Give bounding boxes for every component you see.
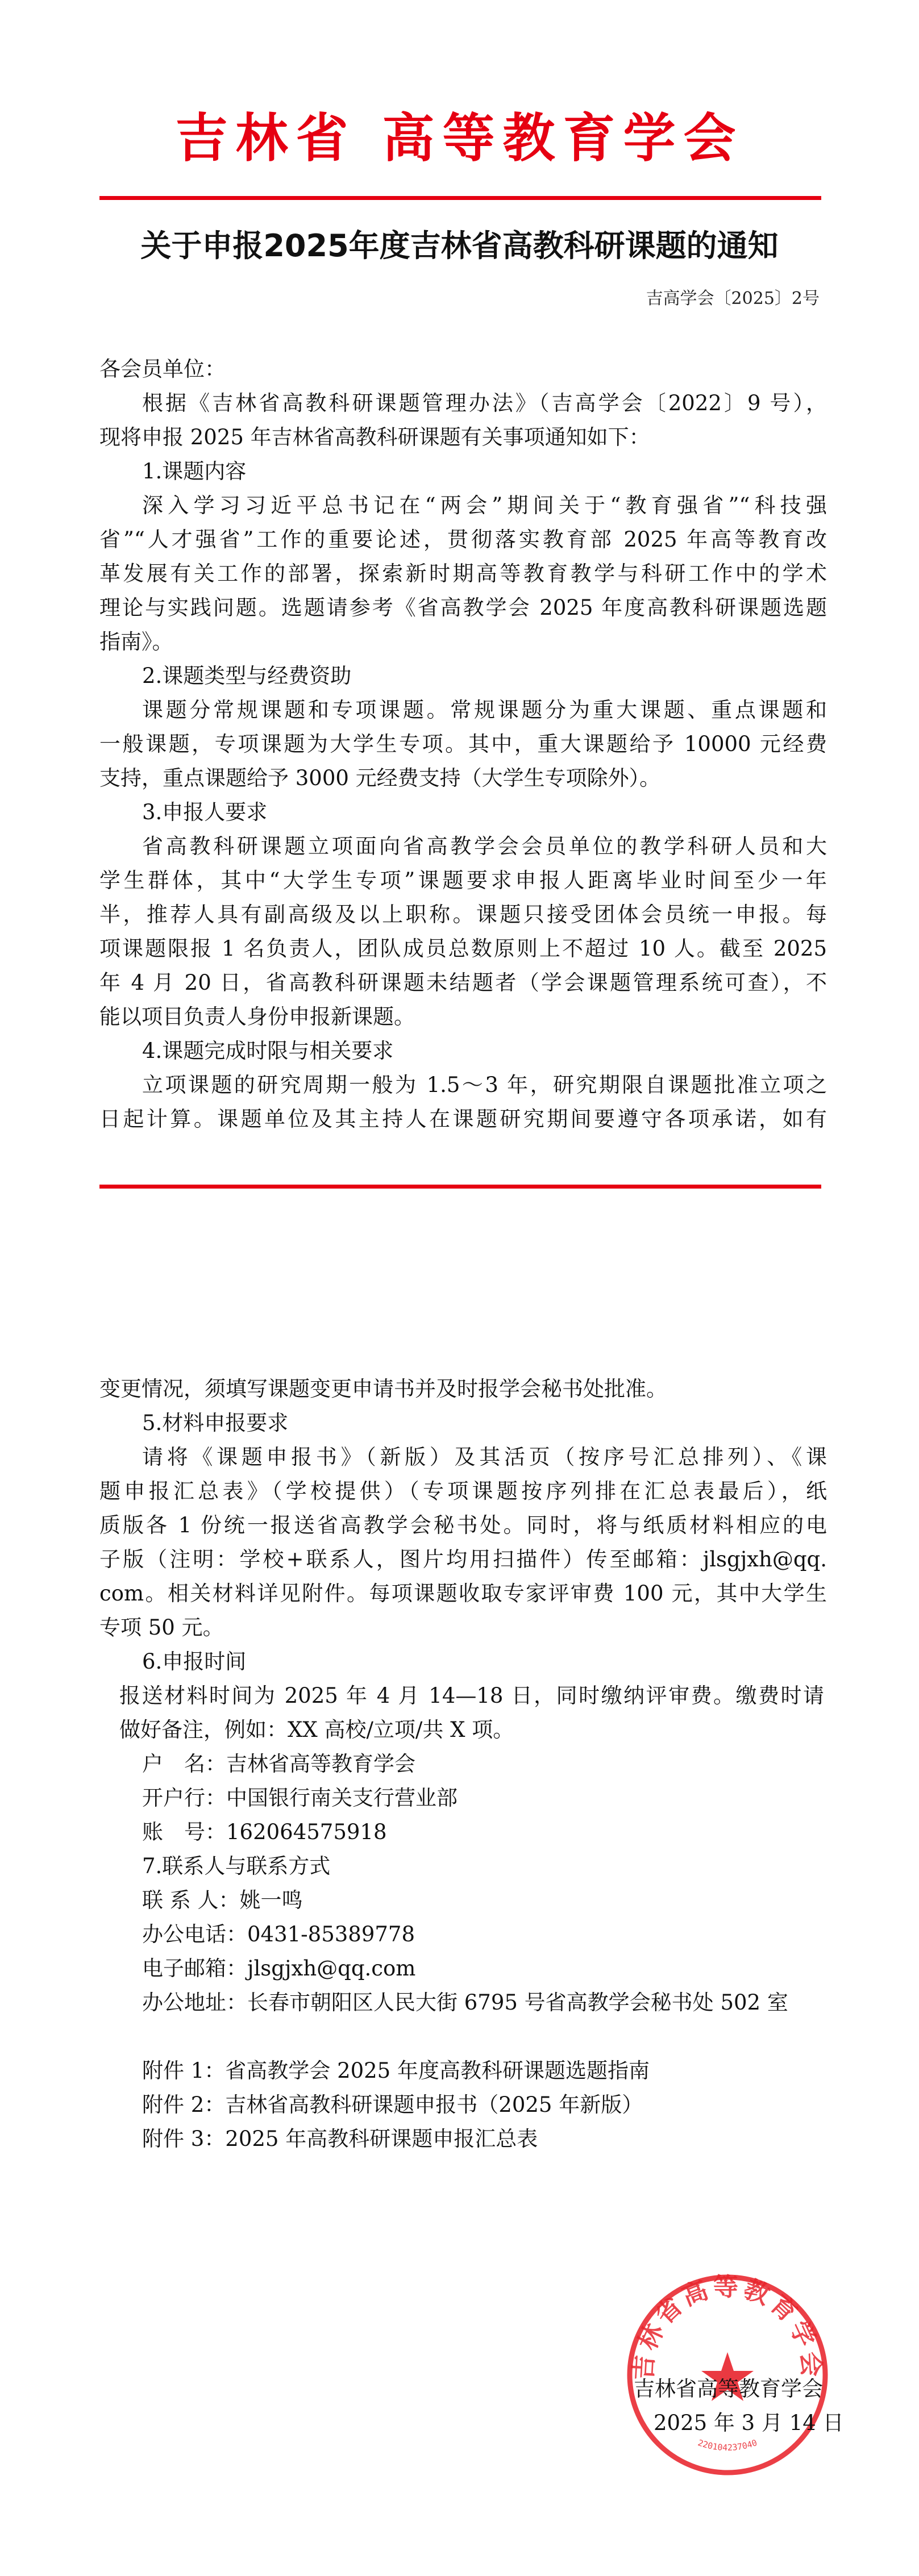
body-line: 理论与实践问题。选题请参考《省高教学会 2025 年度高教科研课题选题 [99,595,827,620]
body-line: 子版（注明：学校+联系人，图片均用扫描件）传至邮箱：jlsgjxh@qq. [99,1547,827,1572]
body-line: com。相关材料详见附件。每项课题收取专家评审费 100 元，其中大学生 [99,1581,827,1606]
body-line: 立项课题的研究周期一般为 1.5～3 年，研究期限自课题批准立项之 [142,1073,827,1097]
body-line: 题申报汇总表》（学校提供）（专项课题按序列排在汇总表最后），纸 [99,1479,827,1503]
contact-phone: 办公电话：0431-85389778 [142,1922,415,1946]
signature-date: 2025 年 3 月 14 日 [654,2411,844,2435]
body-line: 各会员单位： [99,357,226,381]
body-line: 变更情况，须填写课题变更申请书并及时报学会秘书处批准。 [99,1377,667,1401]
attachment-item: 附件 1：省高教学会 2025 年度高教科研课题选题指南 [142,2058,650,2083]
body-line: 半，推荐人具有副高级及以上职称。课题只接受团体会员统一申报。每 [99,902,827,927]
body-line: 革发展有关工作的部署，探索新时期高等教育教学与科研工作中的学术 [99,561,827,586]
seal-text-arc: 吉林省高等教育学会 [629,2273,826,2381]
body-line: 深入学习习近平总书记在“两会”期间关于“教育强省”“科技强 [142,493,827,518]
body-line: 省高教科研课题立项面向省高教学会会员单位的教学科研人员和大 [142,834,827,858]
account-number: 账 号：162064575918 [142,1820,387,1844]
attachment-item: 附件 2：吉林省高教科研课题申报书（2025 年新版） [142,2093,643,2117]
contact-person: 联 系 人：姚一鸣 [142,1888,303,1912]
signature-org: 吉林省高等教育学会 [634,2377,823,2401]
body-line: 现将申报 2025 年吉林省高教科研课题有关事项通知如下： [99,425,650,449]
body-line: 能以项目负责人身份申报新课题。 [99,1004,415,1029]
section-heading: 6.申报时间 [142,1649,247,1674]
section-heading: 2.课题类型与经费资助 [142,664,352,688]
body-line: 一般课题，专项课题为大学生专项。其中，重大课题给予 10000 元经费 [99,732,827,756]
body-line: 年 4 月 20 日，省高教科研课题未结题者（学会课题管理系统可查），不 [99,970,827,995]
document-number: 吉高学会〔2025〕2号 [646,289,820,309]
contact-address: 办公地址：长春市朝阳区人民大街 6795 号省高教学会秘书处 502 室 [142,1990,788,2015]
body-line: 报送材料时间为 2025 年 4 月 14—18 日，同时缴纳评审费。缴费时请 [119,1683,824,1708]
seal-number-arc: 220104237040 [696,2437,759,2453]
org-name-heading: 吉林省 高等教育学会 [175,108,744,169]
body-line: 课题分常规课题和专项课题。常规课题分为重大课题、重点课题和 [142,698,827,722]
body-line: 学生群体，其中“大学生专项”课题要求申报人距离毕业时间至少一年 [99,868,827,893]
attachment-item: 附件 3：2025 年高教科研课题申报汇总表 [142,2127,538,2151]
body-line: 项课题限报 1 名负责人，团队成员总数原则上不超过 10 人。截至 2025 [99,936,827,961]
section-heading: 1.课题内容 [142,459,247,483]
bank-name: 开户行：中国银行南关支行营业部 [142,1786,458,1810]
body-line: 请将《课题申报书》（新版）及其活页（按序号汇总排列）、《课 [142,1445,827,1469]
notice-title: 关于申报2025年度吉林省高教科研课题的通知 [140,228,779,264]
contact-email: 电子邮箱：jlsgjxh@qq.com [142,1956,416,1981]
body-line: 日起计算。课题单位及其主持人在课题研究期间要遵守各项承诺，如有 [99,1107,827,1131]
body-line: 指南》。 [99,630,173,654]
body-line: 做好备注，例如：XX 高校/立项/共 X 项。 [119,1718,514,1742]
section-heading: 7.联系人与联系方式 [142,1854,331,1878]
account-name: 户 名：吉林省高等教育学会 [142,1752,415,1776]
body-line: 根据《吉林省高教科研课题管理办法》（吉高学会〔2022〕9 号）， [142,391,827,415]
section-heading: 4.课题完成时限与相关要求 [142,1039,394,1063]
body-line: 支持，重点课题给予 3000 元经费支持（大学生专项除外）。 [99,766,661,790]
body-line: 省”“人才强省”工作的重要论述，贯彻落实教育部 2025 年高等教育改 [99,527,827,552]
body-line: 质版各 1 份统一报送省高教学会秘书处。同时，将与纸质材料相应的电 [99,1513,827,1537]
page-break-red-rule [99,1185,821,1189]
top-red-rule [99,196,821,200]
body-line: 专项 50 元。 [99,1615,224,1640]
section-heading: 5.材料申报要求 [142,1411,289,1435]
section-heading: 3.申报人要求 [142,800,268,824]
